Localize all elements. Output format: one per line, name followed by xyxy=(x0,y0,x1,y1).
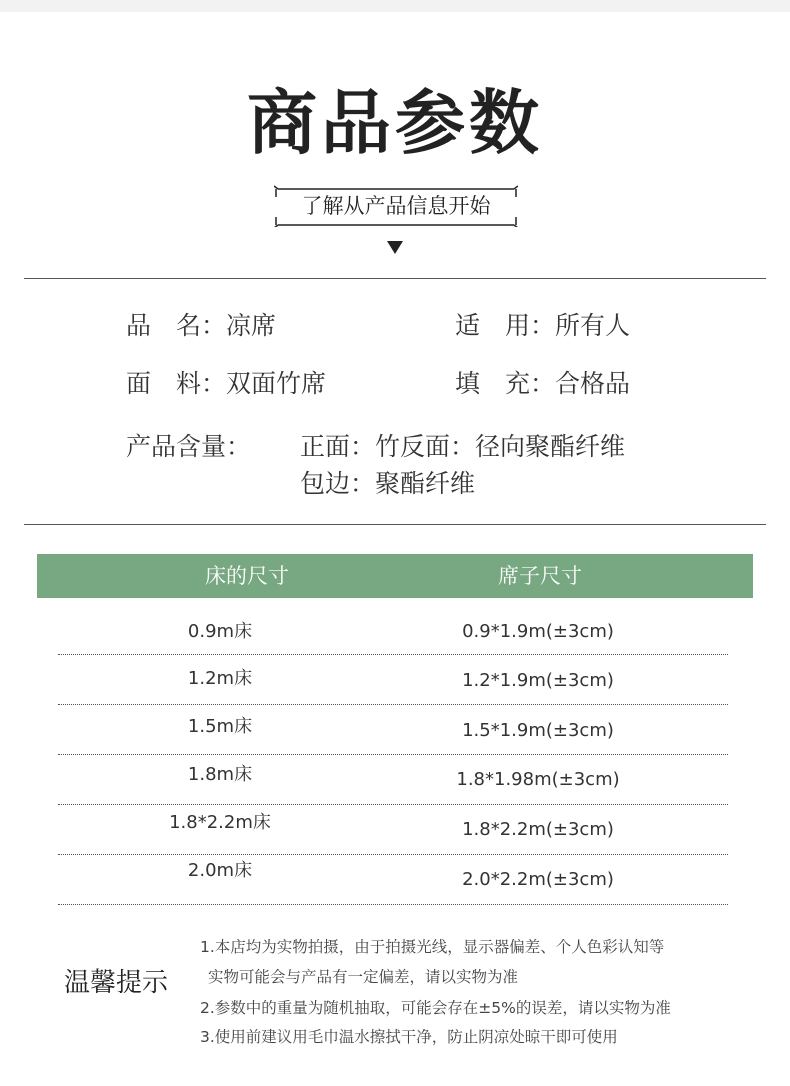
param-content-label: 产品含量： xyxy=(126,432,252,461)
param-name-label: 品 名： xyxy=(126,311,227,340)
param-name-value: 凉席 xyxy=(226,311,277,340)
param-filling-label: 填 充： xyxy=(455,369,556,398)
page-title: 商品参数 xyxy=(247,82,543,164)
table-row xyxy=(58,804,728,855)
divider-bottom xyxy=(24,524,766,525)
param-fabric-label: 面 料： xyxy=(126,369,227,398)
param-suitable xyxy=(455,309,630,343)
table-row xyxy=(58,854,728,905)
top-strip xyxy=(0,0,790,12)
tip-line: 2.参数中的重量为随机抽取，可能会存在±5%的误差，请以实物为准 xyxy=(200,999,671,1017)
param-filling-value: 合格品 xyxy=(555,369,631,398)
divider-top xyxy=(24,278,766,279)
param-content-line2: 包边：聚酯纤维 xyxy=(300,469,476,498)
tip-line: 实物可能会与产品有一定偏差，请以实物为准 xyxy=(208,968,519,986)
table-row xyxy=(58,704,728,755)
cell-mat-size: 1.8*2.2m(±3cm) xyxy=(462,819,614,840)
cell-bed-size: 2.0m床 xyxy=(187,860,253,881)
tip-line: 1.本店均为实物拍摄，由于拍摄光线，显示器偏差、个人色彩认知等 xyxy=(200,938,665,956)
cell-bed-size: 1.8*2.2m床 xyxy=(169,812,271,833)
cell-bed-size: 1.8m床 xyxy=(187,764,253,785)
cell-bed-size: 1.5m床 xyxy=(187,716,253,737)
subtitle: 了解从产品信息开始 xyxy=(301,194,491,218)
table-row xyxy=(58,654,728,705)
param-fabric-value: 双面竹席 xyxy=(226,369,327,398)
tip-line: 3.使用前建议用毛巾温水擦拭干净，防止阴凉处晾干即可使用 xyxy=(200,1028,618,1046)
param-suitable-label: 适 用： xyxy=(455,311,556,340)
down-arrow-icon xyxy=(387,241,403,254)
subtitle-banner xyxy=(274,185,518,227)
cell-mat-size: 1.5*1.9m(±3cm) xyxy=(462,720,614,741)
table-row xyxy=(58,604,728,655)
cell-mat-size: 0.9*1.9m(±3cm) xyxy=(462,621,614,642)
header-bed-size: 床的尺寸 xyxy=(205,564,289,588)
cell-bed-size: 0.9m床 xyxy=(187,621,253,642)
cell-mat-size: 1.2*1.9m(±3cm) xyxy=(462,670,614,691)
cell-mat-size: 1.8*1.98m(±3cm) xyxy=(456,769,620,790)
cell-mat-size: 2.0*2.2m(±3cm) xyxy=(462,869,614,890)
table-row xyxy=(58,754,728,805)
cell-bed-size: 1.2m床 xyxy=(187,668,253,689)
tips-title: 温馨提示 xyxy=(64,968,169,998)
param-suitable-value: 所有人 xyxy=(555,311,631,340)
param-fabric xyxy=(126,367,326,401)
header-mat-size: 席子尺寸 xyxy=(498,564,582,588)
param-name xyxy=(126,309,276,343)
param-filling xyxy=(455,367,630,401)
size-table-header xyxy=(37,554,753,598)
param-content-line1: 正面：竹反面：径向聚酯纤维 xyxy=(300,432,626,461)
